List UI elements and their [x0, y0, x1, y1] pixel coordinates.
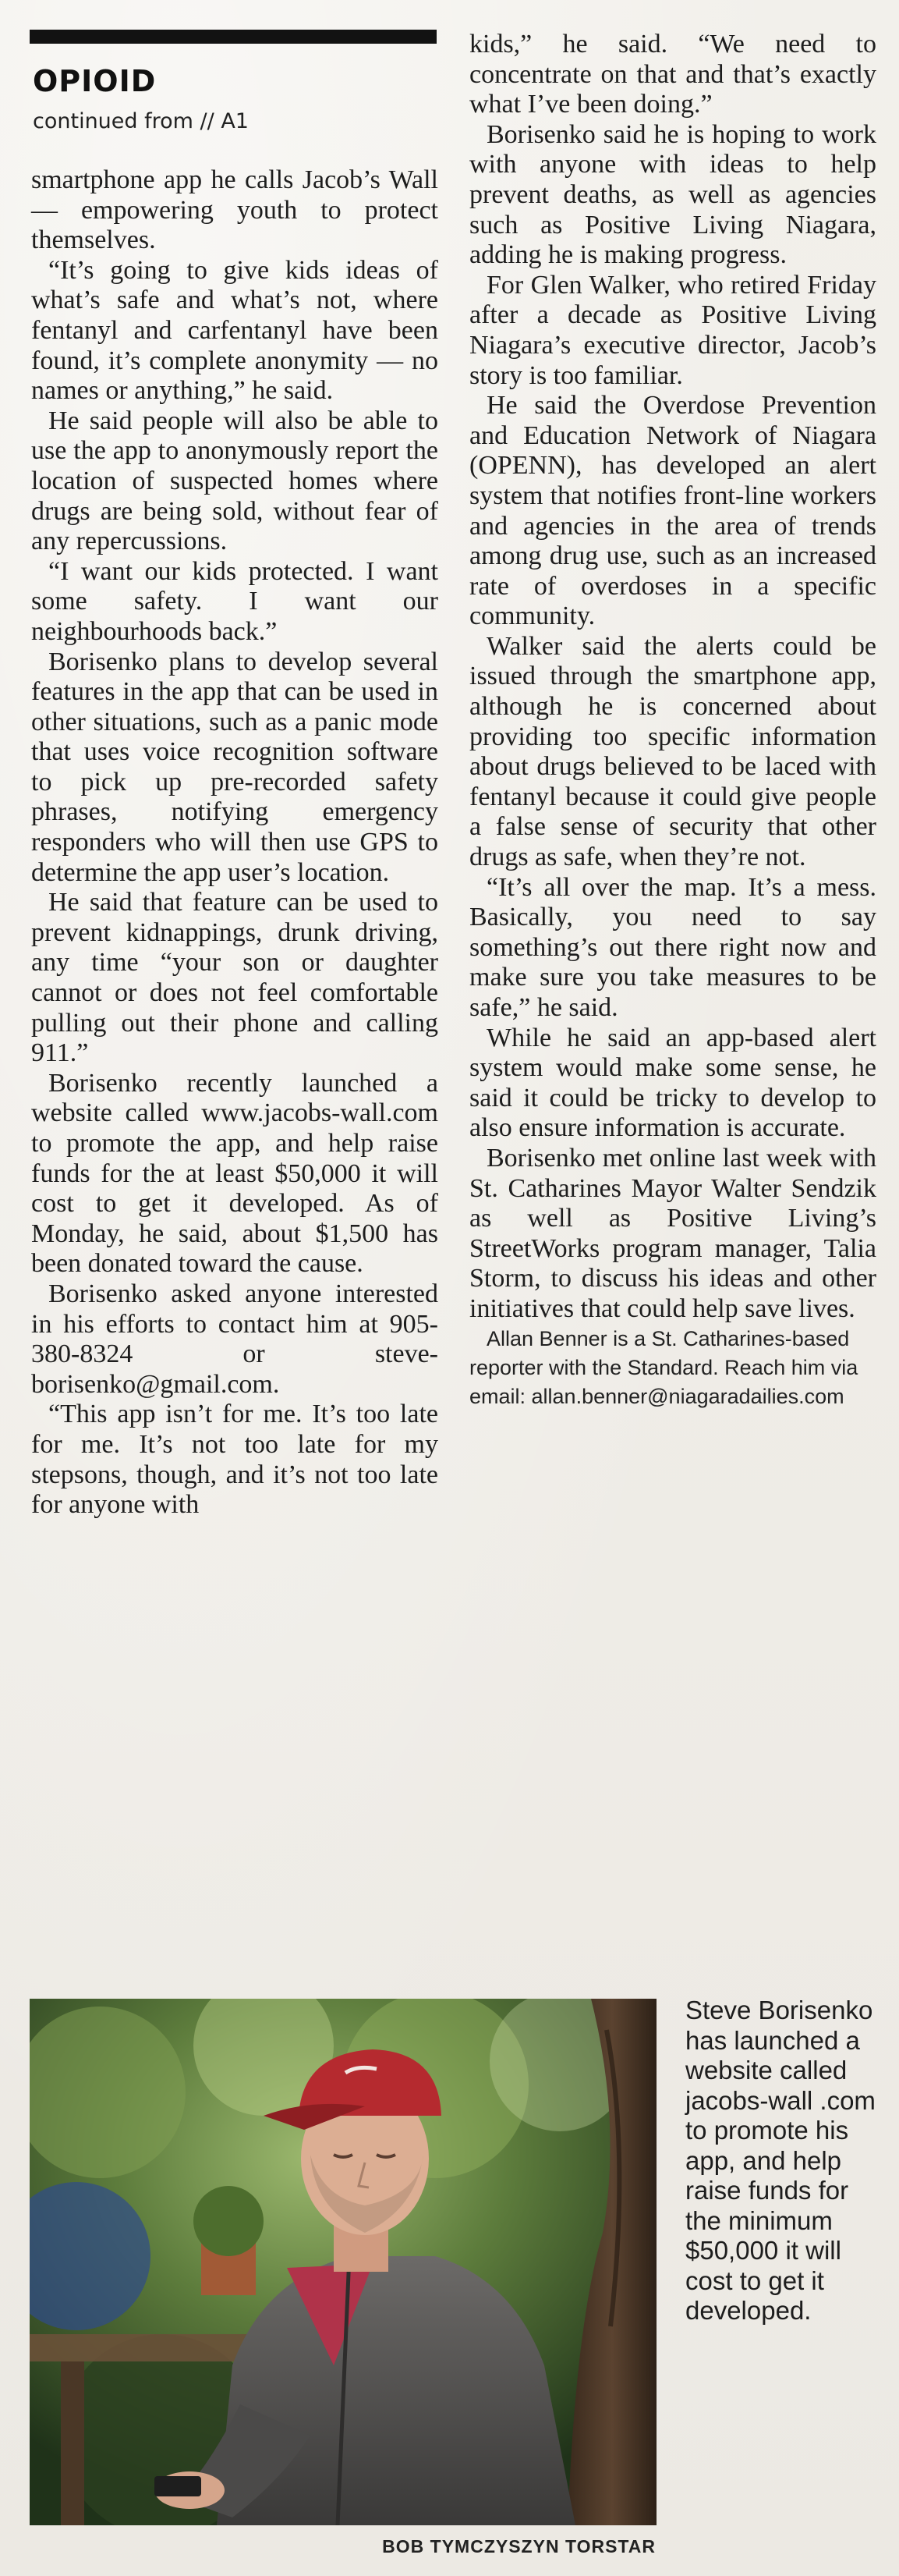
paragraph: “It’s all over the map. It’s a mess. Basically, you need to say something’s out there right now and make sure you take measures to be safe,” he said.	[469, 872, 876, 1022]
paragraph: “This app isn’t for me. It’s too late for me. It’s not too late for my stepsons, though, and it’s not too late for anyone with	[31, 1400, 438, 1520]
photo-illustration	[30, 1999, 657, 2525]
paragraph: He said that feature can be used to prevent kidnappings, drunk driving, any time “your son or daughter cannot or does not feel comfortable pulling out their phone and calling 911.”	[31, 888, 438, 1068]
paragraph: Borisenko plans to develop several features in the app that can be used in other situations, such as a panic mode that uses voice recognition software to pick up pre-recorded safety phrases, notifying emergency responders who will then use GPS to determine the app user’s location.	[31, 647, 438, 887]
article-photo	[30, 1999, 657, 2525]
paragraph: kids,” he said. “We need to concentrate on that and that’s exactly what I’ve been doing.”	[469, 30, 876, 119]
paragraph: “It’s going to give kids ideas of what’s safe and what’s not, where fentanyl and carfentanyl have been found, it’s complete anonymity — no names or anything,” he said.	[31, 255, 438, 406]
author-note: Allan Benner is a St. Catharines-based reporter with the Standard. Reach him via email: allan.benner@niagaradailies.com	[469, 1326, 858, 1408]
paragraph: While he said an app-based alert system would make some sense, he said it could be tricky to develop to also ensure information is accurate.	[469, 1023, 876, 1143]
paragraph: “I want our kids protected. I want some safety. I want our neighbourhoods back.”	[31, 556, 438, 646]
paragraph: Walker said the alerts could be issued through the smartphone app, although he is concerned about providing too specific information about drugs believed to be laced with fentanyl because it could give people a false sense of security that other drugs as safe, when they’re not.	[469, 631, 876, 872]
paragraph: Borisenko met online last week with St. Catharines Mayor Walter Sendzik as well as Positive Living’s StreetWorks program manager, Talia Storm, to discuss his ideas and other initiatives that could help save lives.	[469, 1143, 876, 1323]
article-column-1	[31, 165, 438, 1520]
paragraph: For Glen Walker, who retired Friday after a decade as Positive Living Niagara’s executive director, Jacob’s story is too familiar.	[469, 270, 876, 390]
paragraph: smartphone app he calls Jacob’s Wall — empowering youth to protect themselves.	[31, 165, 438, 255]
photo-credit: BOB TYMCZYSZYN TORSTAR	[382, 2536, 656, 2556]
article-column-2	[469, 30, 876, 1411]
photo-caption: Steve Borisenko has launched a website called jacobs-wall .com to promote his app, and help raise funds for the minimum $50,000 it will cost to get it developed.	[685, 1996, 876, 2325]
continued-from-line: continued from // A1	[33, 109, 249, 133]
paragraph: Borisenko asked anyone interested in his efforts to contact him at 905-380-8324 or steve-borisenko@gmail.com.	[31, 1279, 438, 1399]
paragraph: Borisenko recently launched a website called www.jacobs-wall.com to promote the app, and help raise funds for the at least $50,000 it will cost to get it developed. As of Monday, he said, about $1,500 has been donated toward the cause.	[31, 1068, 438, 1279]
paragraph: He said the Overdose Prevention and Education Network of Niagara (OPENN), has developed an alert system that notifies front-line workers and agencies in the area of trends among drug use, such as an increased rate of overdoses in a specific community.	[469, 391, 876, 631]
paragraph: He said people will also be able to use the app to anonymously report the location of suspected homes where drugs are being sold, without fear of any repercussions.	[31, 406, 438, 556]
section-rule	[30, 30, 437, 44]
paragraph: Borisenko said he is hoping to work with anyone with ideas to help prevent deaths, as well as agencies such as Positive Living Niagara, adding he is making progress.	[469, 119, 876, 270]
story-kicker: OPIOID	[33, 64, 157, 98]
